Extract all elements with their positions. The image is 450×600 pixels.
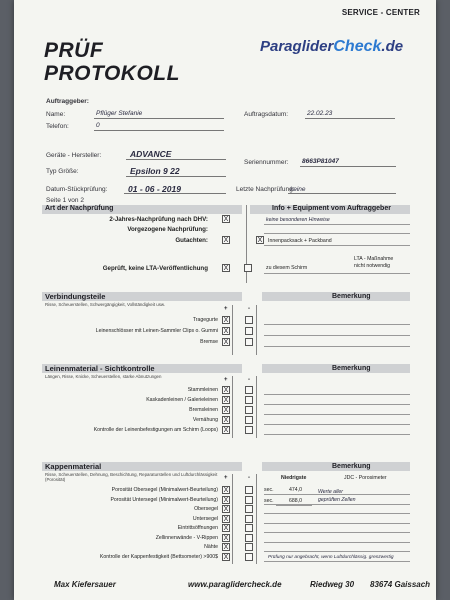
brand-logo: ParagliderCheck.de xyxy=(260,38,404,55)
canopy-row-label: Obersegel xyxy=(194,506,218,512)
plus-sign: + xyxy=(224,306,228,312)
connectors-row-label: Leinenschlösser mit Leinen-Sammler Clips o. Gummi xyxy=(95,328,218,334)
lines-subtitle: Längen, Risse, Knicke, Scheuerstellen, starke Abnutzungen xyxy=(45,374,162,379)
canopy-remark-line[interactable] xyxy=(264,504,410,505)
on-this-wing-label: zu diesem Schirm xyxy=(266,265,308,271)
serial-value: 8663P81047 xyxy=(302,158,339,165)
canopy-remark-line[interactable] xyxy=(264,542,410,543)
lowest-label: Niedrigste xyxy=(281,475,307,481)
order-date-label: Auftragsdatum: xyxy=(244,111,289,118)
canopy-row-label: Eintrittsöffnungen xyxy=(177,525,218,531)
connectors-minus-box[interactable] xyxy=(245,327,253,335)
serial-label: Seriennummer: xyxy=(244,159,289,166)
canopy-plus-box[interactable]: X xyxy=(223,506,229,513)
report-label: Gutachten: xyxy=(175,237,208,244)
phone-value: 0 xyxy=(96,122,100,129)
canopy-remark-line[interactable] xyxy=(264,551,410,552)
lta-check-label: Geprüft, keine LTA-Veröffentlichung xyxy=(102,265,208,272)
canopy-subtitle: Risse, Scheuerstellen, Dehnung, Beschichtung, Reparaturstellen und Luftdurchlässigkeit (Porosität) xyxy=(45,472,218,482)
connectors-remark-line[interactable] xyxy=(264,335,410,336)
lines-plus-box[interactable]: X xyxy=(223,397,229,404)
footer-city: 83674 Gaissach xyxy=(370,580,431,589)
connectors-remark-line[interactable] xyxy=(264,324,410,325)
type-size-value: Epsilon 9 22 xyxy=(130,166,180,176)
lines-row-label: Vernähung xyxy=(192,417,218,423)
inner-pack-box[interactable]: X xyxy=(257,237,263,244)
lta-right-box[interactable] xyxy=(244,264,252,272)
minus-sign: - xyxy=(248,306,250,312)
connectors-row-label: Tragegurte xyxy=(192,317,218,323)
canopy-plus-box[interactable]: X xyxy=(223,525,229,532)
canopy-plus-box[interactable]: X xyxy=(223,534,229,542)
canopy-row-label: Kontrolle der Kappenfestigkeit (Bettsometer) >900$ xyxy=(99,553,218,560)
tested-cells-label: geprüften Zellen xyxy=(318,497,356,503)
title-line-2: PROTOKOLL xyxy=(44,62,180,85)
lines-heading: Leinenmaterial - Sichtkontrolle xyxy=(45,364,155,373)
title-line-1: PRÜF xyxy=(44,39,104,62)
page-indicator: Seite 1 von 2 xyxy=(46,197,84,204)
canopy-minus-box[interactable] xyxy=(245,534,253,542)
connectors-minus-box[interactable] xyxy=(245,338,253,346)
canopy-row-label: Untersegel xyxy=(192,515,218,522)
canopy-row-label: Porosität Untersegel (Minimalwert-Beurteilung) xyxy=(110,496,218,503)
canopy-remark-heading: Bemerkung xyxy=(332,463,371,470)
connectors-minus-box[interactable] xyxy=(245,316,253,324)
connectors-subtitle: Risse, Scheuerstellen, Schwergängigkeit, Vollständigkeit usw. xyxy=(45,302,166,307)
connectors-remark-line[interactable] xyxy=(264,346,410,347)
minus-sign: - xyxy=(248,475,250,481)
dhv-check-label: 2-Jahres-Nachprüfung nach DHV: xyxy=(109,216,208,223)
strength-note: Prüfung nur angebracht, wenn Luftdurchlässig. grenzwertig xyxy=(268,555,394,560)
lines-plus-box[interactable]: X xyxy=(223,417,229,424)
lines-minus-box[interactable] xyxy=(245,396,253,404)
client-heading: Auftraggeber: xyxy=(46,98,89,105)
footer-name: Max Kiefersauer xyxy=(54,580,116,589)
report-box[interactable]: X xyxy=(223,237,229,244)
name-label: Name: xyxy=(46,111,66,118)
lta-measure-label: LTA - Maßnahme xyxy=(354,256,394,262)
phone-label: Telefon: xyxy=(46,123,69,130)
lines-plus-box[interactable]: X xyxy=(223,387,229,394)
canopy-remark-line[interactable] xyxy=(264,494,410,495)
last-check-label: Letzte Nachprüfung: xyxy=(236,186,295,193)
sec-bottom-value: 688,0 xyxy=(289,498,302,504)
service-center-label: SERVICE - CENTER xyxy=(341,8,420,17)
canopy-plus-box[interactable]: X xyxy=(223,544,229,551)
connectors-remark-heading: Bemerkung xyxy=(332,293,371,300)
canopy-remark-line[interactable] xyxy=(264,561,410,562)
lines-minus-box[interactable] xyxy=(245,386,253,394)
type-size-label: Typ Größe: xyxy=(46,168,79,175)
plus-sign: + xyxy=(224,377,228,383)
prev-check-label: Vorgezogene Nachprüfung: xyxy=(127,226,208,233)
lines-remark-heading: Bemerkung xyxy=(332,365,371,372)
inspection-form xyxy=(14,0,436,600)
lines-row-label: Kontrolle der Leinenbefestigungen am Schirm (Loops) xyxy=(93,427,218,433)
connectors-plus-box[interactable]: X xyxy=(223,317,229,324)
order-date-value: 22.02.23 xyxy=(307,110,333,117)
lines-plus-box[interactable]: X xyxy=(223,407,229,414)
canopy-minus-box[interactable] xyxy=(245,515,253,523)
sec-top-label: sec. xyxy=(264,487,274,493)
not-necessary-label: nicht notwendig xyxy=(354,263,391,269)
inner-pack-label: Innenpacksack + Packband xyxy=(268,238,332,244)
lines-minus-box[interactable] xyxy=(245,416,253,424)
canopy-minus-box[interactable] xyxy=(245,553,253,561)
canopy-minus-box[interactable] xyxy=(245,496,253,504)
canopy-minus-box[interactable] xyxy=(245,505,253,513)
inspection-type-heading: Art der Nachprüfung xyxy=(45,205,114,212)
connectors-heading: Verbindungsteile xyxy=(45,292,106,301)
info-equipment-heading: Info + Equipment vom Auftraggeber xyxy=(272,205,391,212)
lines-remark-line[interactable] xyxy=(264,414,410,415)
canopy-row-label: Porosität Obersegel (Minimalwert-Beurteilung) xyxy=(111,487,218,493)
footer-website: www.paraglidercheck.de xyxy=(188,580,282,589)
dhv-check-box[interactable]: X xyxy=(223,216,229,223)
check-date-label: Datum-Stückprüfung: xyxy=(46,186,108,193)
special-notes-label: keine besonderen Hinweise xyxy=(266,217,330,223)
lines-row-label: Bremsleinen xyxy=(189,407,218,413)
last-check-value: keine xyxy=(290,186,306,193)
sec-bottom-label: sec. xyxy=(264,498,274,504)
name-value: Pflüger Stefanie xyxy=(96,110,143,117)
lines-remark-line[interactable] xyxy=(264,394,410,395)
canopy-row-label: Nähte xyxy=(204,544,218,550)
lines-remark-line[interactable] xyxy=(264,434,410,435)
lines-remark-line[interactable] xyxy=(264,424,410,425)
lines-minus-box[interactable] xyxy=(245,426,253,434)
footer-street: Riedweg 30 xyxy=(310,580,355,589)
manufacturer-value: ADVANCE xyxy=(130,149,172,159)
lta-check-box[interactable]: X xyxy=(223,265,229,272)
canopy-remark-line[interactable] xyxy=(264,523,410,524)
canopy-heading: Kappenmaterial xyxy=(45,462,102,471)
connectors-plus-box[interactable]: X xyxy=(223,328,229,335)
canopy-plus-box[interactable]: X xyxy=(223,553,229,561)
canopy-remark-line[interactable] xyxy=(264,513,410,514)
canopy-minus-box[interactable] xyxy=(245,486,253,494)
plus-sign: + xyxy=(224,475,228,481)
sec-top-value: 474,0 xyxy=(289,487,302,493)
lines-row-label: Stammleinen xyxy=(187,387,218,393)
connectors-plus-box[interactable]: X xyxy=(223,339,229,346)
canopy-minus-box[interactable] xyxy=(245,524,253,532)
canopy-plus-box[interactable]: X xyxy=(223,496,229,504)
canopy-plus-box[interactable]: X xyxy=(223,515,229,523)
canopy-row-label: Zellinnenwände - V-Rippen xyxy=(155,534,218,541)
values-all-label: Werte aller xyxy=(318,489,343,495)
porosimeter-label: JDC - Porosimeter xyxy=(344,475,387,481)
minus-sign: - xyxy=(248,377,250,383)
connectors-row-label: Bremse xyxy=(200,339,218,345)
lines-plus-box[interactable]: X xyxy=(223,427,229,434)
canopy-minus-box[interactable] xyxy=(245,543,253,551)
lines-row-label: Kaskadenleinen / Galerieleinen xyxy=(146,397,218,403)
lines-minus-box[interactable] xyxy=(245,406,253,414)
check-date-value: 01 - 06 - 2019 xyxy=(128,184,181,194)
canopy-remark-line[interactable] xyxy=(264,532,410,533)
manufacturer-label: Geräte - Hersteller: xyxy=(46,152,102,159)
lines-remark-line[interactable] xyxy=(264,404,410,405)
canopy-plus-box[interactable]: X xyxy=(223,487,229,494)
